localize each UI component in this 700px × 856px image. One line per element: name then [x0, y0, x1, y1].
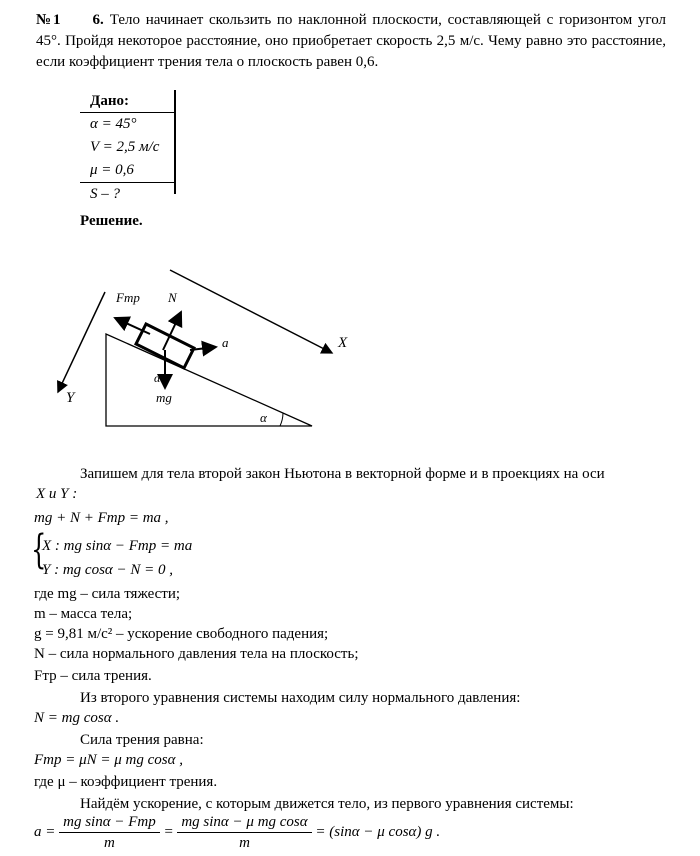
normal-force-equation: N = mg cosα .: [34, 710, 120, 726]
system-x-equation: X : mg sinα − Fтр = ma: [42, 538, 193, 554]
given-find: S – ?: [80, 182, 176, 206]
given-mu: μ = 0,6: [90, 162, 134, 178]
x-axis-label: X: [338, 335, 348, 351]
acceleration-equals: =: [163, 823, 174, 840]
friction-is-text: Сила трения равна:: [80, 732, 204, 748]
from-second-equation: Из второго уравнения системы находим силу нормального давления:: [80, 690, 521, 706]
definition-mu: где μ – коэффициент трения.: [34, 774, 218, 790]
problem-statement: [36, 10, 666, 73]
given-table: [80, 90, 176, 206]
fraction-1-numerator: mg sinα − Fтр: [59, 812, 160, 833]
y-axis-line: [58, 292, 105, 392]
problem-text: Тело начинает скользить по наклонной плоскости, составляющей с горизонтом угол 45°. Пройдя некоторое расстояние, оно приобретает скорость 2,5 м/с. Чему равно это расстояние, если коэффициент трения тела о плоскость равен 0,6.: [36, 12, 666, 70]
definition-m: m – масса тела;: [34, 606, 133, 622]
incline-angle-arc: [280, 413, 283, 426]
system-brace: {: [31, 527, 47, 573]
acceleration-formula: [34, 812, 440, 853]
normal-label: N: [168, 290, 177, 305]
acceleration-fraction-2: [177, 812, 311, 853]
block-angle-label: α: [154, 371, 161, 385]
incline-angle-label: α: [260, 410, 267, 425]
gravity-label: mg: [156, 390, 172, 405]
x-axis-line: [170, 270, 332, 353]
definition-g: g = 9,81 м/с² – ускорение свободного падения;: [34, 626, 329, 642]
definition-friction: Fтр – сила трения.: [34, 668, 152, 684]
definition-mg: где mg – сила тяжести;: [34, 586, 181, 602]
friction-label: Fтр: [116, 290, 140, 305]
acceleration-rhs: = (sinα − μ cosα) g .: [315, 823, 441, 840]
fraction-1-denominator: m: [103, 835, 115, 851]
given-divider: [174, 90, 176, 194]
given-velocity: V = 2,5 м/с: [90, 139, 160, 155]
problem-label: №1: [36, 12, 61, 28]
y-axis-label: Y: [66, 390, 75, 406]
definition-n: N – сила нормального давления тела на плоскость;: [34, 646, 359, 662]
acceleration-lhs: a =: [34, 823, 56, 840]
force-diagram: [0, 250, 700, 450]
intro-text: Запишем для тела второй закон Ньютона в векторной форме и в проекциях на оси: [80, 466, 605, 482]
friction-equation: Fтр = μN = μ mg cosα ,: [34, 752, 184, 768]
vector-equation: mg + N + Fтр = ma ,: [34, 510, 169, 526]
axes-text: X и Y :: [36, 486, 78, 502]
acceleration-fraction-1: [59, 812, 160, 853]
given-alpha: α = 45°: [90, 116, 137, 132]
fraction-2-numerator: mg sinα − μ mg cosα: [177, 812, 311, 833]
given-header: Дано:: [80, 90, 176, 113]
acceleration-label: a: [222, 335, 229, 350]
problem-number: 6.: [92, 12, 104, 28]
find-acceleration-text: Найдём ускорение, с которым движется тело, из первого уравнения системы:: [80, 796, 574, 812]
fraction-2-denominator: m: [239, 835, 250, 851]
system-y-equation: Y : mg cosα − N = 0 ,: [42, 562, 174, 578]
solution-header: Решение.: [80, 213, 143, 229]
